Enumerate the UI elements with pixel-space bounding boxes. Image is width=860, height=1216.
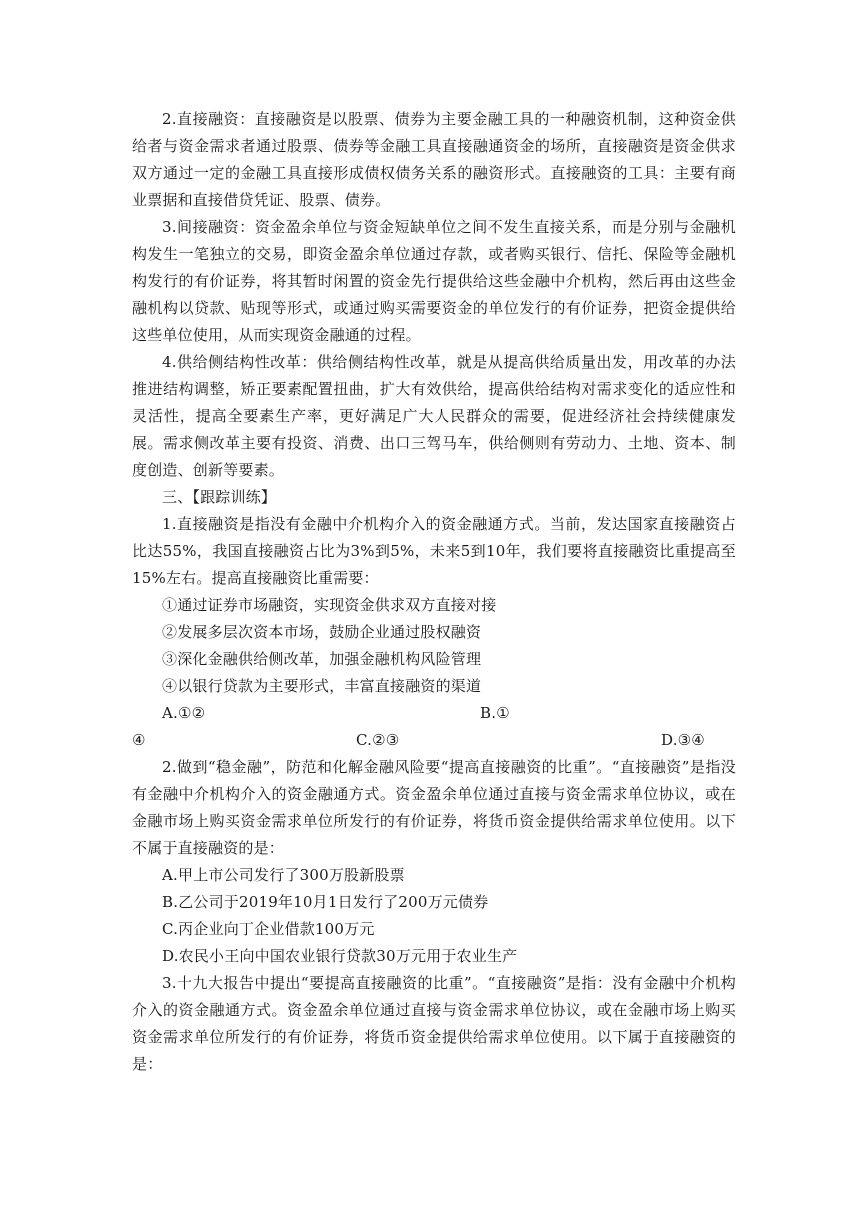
question-1-statement: ①通过证券市场融资，实现资金供求双方直接对接	[162, 596, 497, 614]
question-2-option-a: A.甲上市公司发行了300万股新股票	[162, 866, 405, 884]
paragraph-supply-side-reform: 4.供给侧结构性改革：供给侧结构性改革，就是从提高供给质量出发，用改革的办法推进结构调整，矫正要素配置扭曲，扩大有效供给，提高供给结构对需求变化的适应性和灵活性，提高全要素生产率，更好满足广大人民群众的需要，促进经济社会持续健康发展。需求侧改革主要有投资、消费、出口三驾马车，供给侧则有劳动力、土地、资本、制度创造、创新等要素。	[132, 353, 736, 479]
question-1-options-row-2	[132, 727, 736, 754]
paragraph-indirect-financing: 3.间接融资：资金盈余单位与资金短缺单位之间不发生直接关系，而是分别与金融机构发生一笔独立的交易，即资金盈余单位通过存款，或者购买银行、信托、保险等金融机构发行的有价证券，将其暂时闲置的资金先行提供给这些金融中介机构，然后再由这些金融机构以贷款、贴现等形式，或通过购买需要资金的单位发行的有价证券，把资金提供给这些单位使用，从而实现资金融通的过程。	[132, 218, 736, 344]
section-heading: 三、【跟踪训练】	[162, 488, 277, 506]
question-2-option-b: B.乙公司于2019年10月1日发行了200万元债券	[162, 893, 489, 911]
question-1-statement: ④以银行贷款为主要形式，丰富直接融资的渠道	[162, 677, 482, 695]
question-1-option-b: B.①	[480, 704, 510, 722]
question-2-stem: 2.做到“稳金融”，防范和化解金融风险要“提高直接融资的比重”。“直接融资”是指没有金融中介机构介入的资金融通方式。资金盈余单位通过直接与资金需求单位协议，或在金融市场上购买资金需求单位所发行的有价证券，将货币资金提供给需求单位使用。以下不属于直接融资的是：	[132, 758, 736, 857]
question-2-option-c: C.丙企业向丁企业借款100万元	[162, 920, 375, 938]
question-1-option-b-continued: ④	[132, 731, 146, 749]
question-1-option-a: A.①②	[162, 704, 206, 722]
question-2-option-d: D.农民小王向中国农业银行贷款30万元用于农业生产	[162, 947, 518, 965]
question-1-statement: ③深化金融供给侧改革，加强金融机构风险管理	[162, 650, 482, 668]
paragraph-direct-financing: 2.直接融资：直接融资是以股票、债券为主要金融工具的一种融资机制，这种资金供给者与资金需求者通过股票、债券等金融工具直接融通资金的场所，直接融资是资金供求双方通过一定的金融工具直接形成债权债务关系的融资形式。直接融资的工具：主要有商业票据和直接借贷凭证、股票、债券。	[132, 110, 736, 209]
question-1-options-row-1	[132, 700, 736, 727]
document-body	[132, 106, 736, 1078]
question-1-option-d: D.③④	[661, 731, 705, 749]
question-1-statement: ②发展多层次资本市场，鼓励企业通过股权融资	[162, 623, 482, 641]
question-1-option-c: C.②③	[356, 731, 400, 749]
question-1-stem: 1.直接融资是指没有金融中介机构介入的资金融通方式。当前，发达国家直接融资占比达55%，我国直接融资占比为3%到5%，未来5到10年，我们要将直接融资比重提高至15%左右。提高直接融资比重需要：	[132, 515, 736, 587]
question-3-stem: 3.十九大报告中提出“要提高直接融资的比重”。“直接融资”是指：没有金融中介机构介入的资金融通方式。资金盈余单位通过直接与资金需求单位协议，或在金融市场上购买资金需求单位所发行的有价证券，将货币资金提供给需求单位使用。以下属于直接融资的是：	[132, 974, 736, 1073]
